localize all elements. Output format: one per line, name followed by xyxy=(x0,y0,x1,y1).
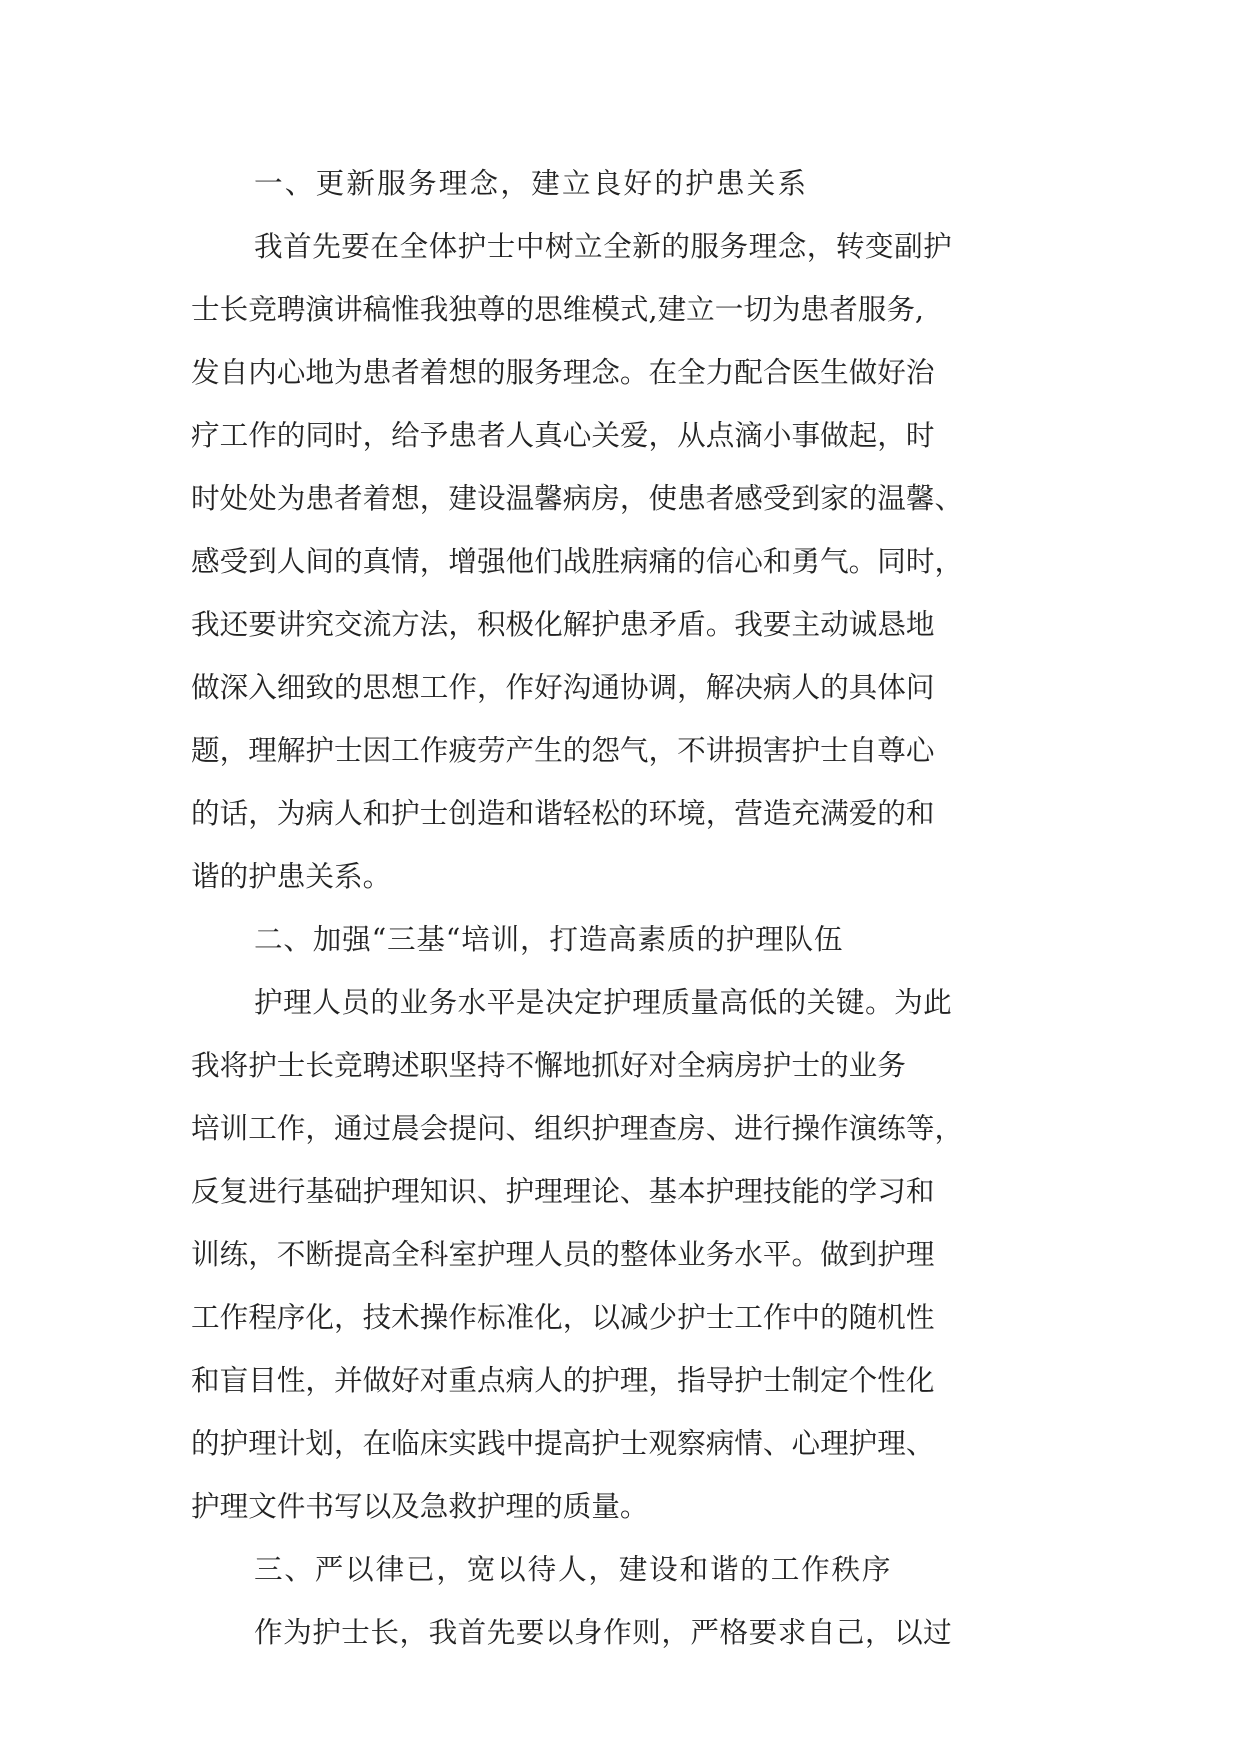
text-line: 题，理解护士因工作疲劳产生的怨气，不讲损害护士自尊心 xyxy=(191,733,935,767)
text-line: 谐的护患关系。 xyxy=(191,859,392,893)
text-line: 训练，不断提高全科室护理人员的整体业务水平。做到护理 xyxy=(191,1237,935,1271)
paragraph-start-line: 作为护士长，我首先要以身作则，严格要求自己，以过 xyxy=(254,1615,953,1649)
text-line: 和盲目性，并做好对重点病人的护理，指导护士制定个性化 xyxy=(191,1363,935,1397)
text-line: 工作程序化，技术操作标准化，以减少护士工作中的随机性 xyxy=(191,1300,935,1334)
text-line: 我还要讲究交流方法，积极化解护患矛盾。我要主动诚恳地 xyxy=(191,607,935,641)
text-line: 疗工作的同时，给予患者人真心关爱，从点滴小事做起，时 xyxy=(191,418,935,452)
text-line: 护理文件书写以及急救护理的质量。 xyxy=(191,1489,649,1523)
text-line: 时处处为患者着想，建设温馨病房，使患者感受到家的温馨、 xyxy=(191,481,964,515)
text-line: 的护理计划，在临床实践中提高护士观察病情、心理护理、 xyxy=(191,1426,935,1460)
text-line: 培训工作，通过晨会提问、组织护理查房、进行操作演练等， xyxy=(191,1111,964,1145)
text-line: 的话，为病人和护士创造和谐轻松的环境，营造充满爱的和 xyxy=(191,796,935,830)
text-line: 发自内心地为患者着想的服务理念。在全力配合医生做好治 xyxy=(191,355,935,389)
text-line: 反复进行基础护理知识、护理理论、基本护理技能的学习和 xyxy=(191,1174,935,1208)
text-line: 感受到人间的真情，增强他们战胜病痛的信心和勇气。同时， xyxy=(191,544,964,578)
document-body xyxy=(191,152,1061,1664)
paragraph-start-line: 护理人员的业务水平是决定护理质量高低的关键。为此 xyxy=(254,985,953,1019)
paragraph-start-line: 三、严以律已，宽以待人，建设和谐的工作秩序 xyxy=(254,1552,893,1586)
paragraph-start-line: 我首先要在全体护士中树立全新的服务理念，转变副护 xyxy=(254,229,953,263)
paragraph-start-line: 一、更新服务理念，建立良好的护患关系 xyxy=(254,166,809,200)
paragraph-start-line: 二、加强“三基“培训，打造高素质的护理队伍 xyxy=(254,922,844,956)
text-line: 做深入细致的思想工作，作好沟通协调，解决病人的具体问 xyxy=(191,670,935,704)
text-line: 我将护士长竞聘述职坚持不懈地抓好对全病房护士的业务 xyxy=(191,1048,906,1082)
text-line: 士长竞聘演讲稿惟我独尊的思维模式,建立一切为患者服务, xyxy=(191,292,925,326)
